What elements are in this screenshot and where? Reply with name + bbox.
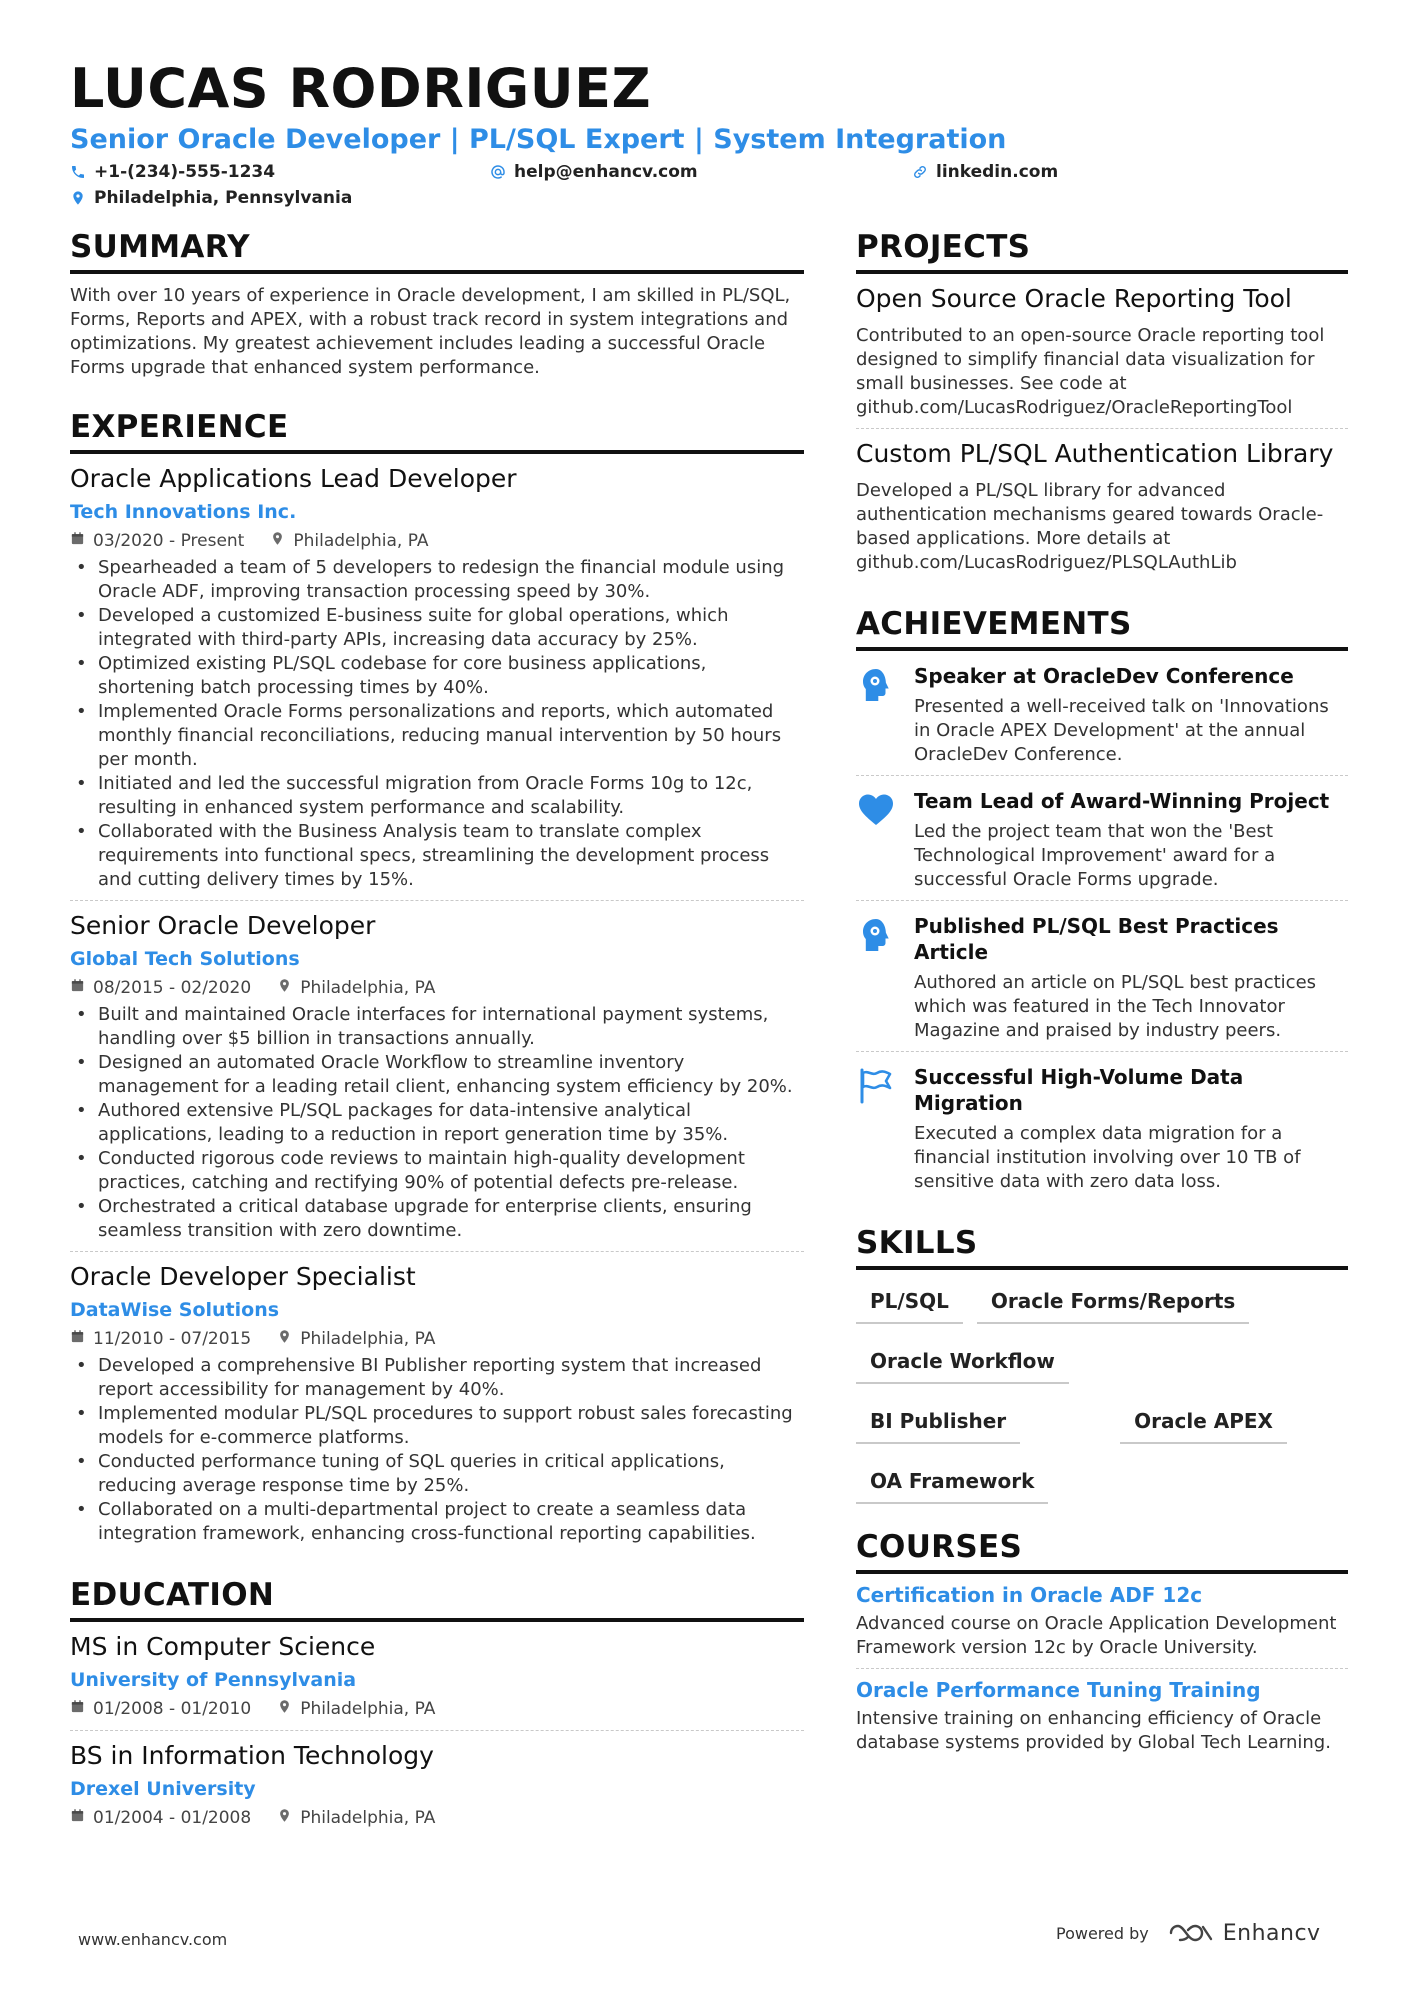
company-name: Tech Innovations Inc.: [70, 501, 297, 523]
course-title: Certification in Oracle ADF 12c: [856, 1583, 1203, 1607]
location-pin-icon: [277, 1805, 292, 1831]
job-location: Philadelphia, PA: [300, 1329, 436, 1349]
bullet-item: • Implemented Oracle Forms personalizations and reports, which automated monthly financial reconciliations, reducing manual intervention by 50 hours per month.: [70, 700, 804, 772]
education-meta: [70, 1805, 804, 1831]
course-entry: [856, 1669, 1348, 1763]
candidate-headline: Senior Oracle Developer | PL/SQL Expert | System Integration: [70, 124, 1007, 155]
job-meta: [70, 975, 804, 1001]
experience-entry: [70, 1252, 804, 1554]
contact-linkedin: [912, 162, 1058, 182]
enhancv-logo[interactable]: [1167, 1920, 1321, 1946]
school-name: University of Pennsylvania: [70, 1669, 357, 1691]
skill-tag: OA Framework: [856, 1462, 1048, 1504]
contact-phone: [70, 162, 275, 182]
education-dates: 01/2004 - 01/2008: [93, 1808, 252, 1828]
course-title: Oracle Performance Tuning Training: [856, 1678, 1261, 1702]
skills-list: [856, 1270, 1348, 1522]
course-description: Intensive training on enhancing efficiency of Oracle database systems provided by Global Tech Learning.: [856, 1708, 1331, 1753]
projects-title: PROJECTS: [856, 228, 1348, 274]
bullet-item: • Developed a comprehensive BI Publisher reporting system that increased report accessibility for management by 40%.: [70, 1354, 804, 1402]
bullet-item: • Designed an automated Oracle Workflow to streamline inventory management for a leading retail client, enhancing system efficiency by 20%.: [70, 1051, 804, 1099]
skills-section: [856, 1224, 1348, 1522]
education-section: [70, 1576, 804, 1839]
project-entry: [856, 429, 1348, 583]
achievement-description: Led the project team that won the 'Best Technological Improvement' award for a successful Oracle Forms upgrade.: [914, 821, 1276, 890]
email-link[interactable]: help@enhancv.com: [514, 162, 698, 182]
calendar-icon: [70, 1805, 85, 1831]
candidate-name: LUCAS RODRIGUEZ: [70, 57, 652, 120]
enhancv-logo-icon: [1167, 1920, 1215, 1946]
linkedin-link[interactable]: linkedin.com: [936, 162, 1059, 182]
skill-tag: Oracle APEX: [1120, 1402, 1287, 1444]
bullet-item: • Collaborated on a multi-departmental project to create a seamless data integration framework, enhancing cross-functional reporting capabilities.: [70, 1498, 804, 1546]
course-entry: [856, 1574, 1348, 1669]
degree-title: MS in Computer Science: [70, 1632, 376, 1661]
achievement-entry: [856, 776, 1348, 901]
bullet-item: • Initiated and led the successful migration from Oracle Forms 10g to 12c, resulting in enhanced system performance and scalability.: [70, 772, 804, 820]
job-location: Philadelphia, PA: [293, 531, 429, 551]
courses-title: COURSES: [856, 1528, 1348, 1574]
contact-row-2: [70, 188, 1350, 214]
education-location: Philadelphia, PA: [300, 1699, 436, 1719]
calendar-icon: [70, 528, 85, 554]
bullet-item: • Authored extensive PL/SQL packages for data-intensive analytical applications, leading to a reduction in report generation time by 35%.: [70, 1099, 804, 1147]
achievement-description: Executed a complex data migration for a financial institution involving over 10 TB of sensitive data with zero data loss.: [914, 1123, 1301, 1192]
course-description: Advanced course on Oracle Application Development Framework version 12c by Oracle University.: [856, 1613, 1337, 1658]
job-dates: 11/2010 - 07/2015: [93, 1329, 252, 1349]
skill-tag: PL/SQL: [856, 1282, 963, 1324]
job-bullets: [70, 1354, 804, 1546]
location-text: Philadelphia, Pennsylvania: [94, 188, 353, 208]
education-location: Philadelphia, PA: [300, 1808, 436, 1828]
job-bullets: [70, 556, 804, 892]
courses-section: [856, 1528, 1348, 1763]
flag-icon: [856, 1064, 914, 1194]
location-pin-icon: [277, 975, 292, 1001]
job-meta: [70, 528, 804, 554]
head-icon: [856, 663, 914, 767]
job-meta: [70, 1326, 804, 1352]
job-title: Oracle Developer Specialist: [70, 1262, 416, 1291]
experience-title: EXPERIENCE: [70, 408, 804, 454]
bullet-item: • Conducted performance tuning of SQL queries in critical applications, reducing average response time by 25%.: [70, 1450, 804, 1498]
heart-icon: [856, 788, 914, 892]
location-pin-icon: [277, 1326, 292, 1352]
contact-row: [70, 162, 1350, 188]
location-pin-icon: [277, 1696, 292, 1722]
school-name: Drexel University: [70, 1778, 256, 1800]
bullet-item: • Orchestrated a critical database upgrade for enterprise clients, ensuring seamless transition with zero downtime.: [70, 1195, 804, 1243]
project-title: Open Source Oracle Reporting Tool: [856, 284, 1292, 313]
location-pin-icon: [270, 528, 285, 554]
job-dates: 03/2020 - Present: [93, 531, 245, 551]
achievement-description: Authored an article on PL/SQL best practices which was featured in the Tech Innovator Magazine and praised by industry peers.: [914, 972, 1317, 1041]
phone-text: +1-(234)-555-1234: [94, 162, 276, 182]
calendar-icon: [70, 975, 85, 1001]
job-bullets: [70, 1003, 804, 1243]
at-icon: [490, 164, 506, 180]
achievement-title: Published PL/SQL Best Practices Article: [914, 914, 1279, 964]
summary-title: SUMMARY: [70, 228, 804, 274]
right-column: [856, 228, 1348, 1785]
achievements-title: ACHIEVEMENTS: [856, 605, 1348, 651]
experience-section: [70, 408, 804, 1554]
bullet-item: • Collaborated with the Business Analysis team to translate complex requirements into functional specs, streamlining the development process and cutting delivery times by 15%.: [70, 820, 804, 892]
company-name: Global Tech Solutions: [70, 948, 300, 970]
left-column: [70, 228, 804, 1861]
project-description: Developed a PL/SQL library for advanced authentication mechanisms geared towards Oracle-based applications. More details at github.com/LucasRodriguez/PLSQLAuthLib: [856, 480, 1324, 573]
footer-branding: [1056, 1920, 1321, 1946]
skills-title: SKILLS: [856, 1224, 1348, 1270]
job-location: Philadelphia, PA: [300, 978, 436, 998]
job-title: Senior Oracle Developer: [70, 911, 376, 940]
calendar-icon: [70, 1696, 85, 1722]
company-name: DataWise Solutions: [70, 1299, 280, 1321]
footer-website[interactable]: www.enhancv.com: [78, 1930, 228, 1949]
resume-header: [70, 56, 1350, 214]
education-meta: [70, 1696, 804, 1722]
project-description: Contributed to an open-source Oracle reporting tool designed to simplify financial data visualization for small businesses. See code at github.com/LucasRodriguez/OracleReportingTool: [856, 325, 1325, 418]
achievement-title: Team Lead of Award-Winning Project: [914, 789, 1330, 813]
degree-title: BS in Information Technology: [70, 1741, 434, 1770]
head-icon: [856, 913, 914, 1043]
achievement-entry: [856, 1052, 1348, 1202]
bullet-item: • Spearheaded a team of 5 developers to redesign the financial module using Oracle ADF, improving transaction processing speed by 30%.: [70, 556, 804, 604]
summary-text: With over 10 years of experience in Oracle development, I am skilled in PL/SQL, Forms, Reports and APEX, with a robust track record in system integrations and optimizations. My greatest achievement includes leading a successful Oracle Forms upgrade that enhanced system performance.: [70, 285, 791, 378]
contact-location: [70, 188, 352, 208]
enhancv-logo-text: Enhancv: [1222, 1920, 1321, 1946]
achievement-entry: [856, 651, 1348, 776]
bullet-item: • Built and maintained Oracle interfaces for international payment systems, handling over $5 billion in transactions annually.: [70, 1003, 804, 1051]
calendar-icon: [70, 1326, 85, 1352]
phone-icon: [70, 164, 86, 180]
experience-entry: [70, 901, 804, 1252]
education-entry: [70, 1622, 804, 1731]
job-dates: 08/2015 - 02/2020: [93, 978, 252, 998]
education-entry: [70, 1731, 804, 1839]
projects-section: [856, 228, 1348, 583]
bullet-item: • Optimized existing PL/SQL codebase for core business applications, shortening batch processing times by 40%.: [70, 652, 804, 700]
education-title: EDUCATION: [70, 1576, 804, 1622]
powered-by-text: Powered by: [1056, 1923, 1149, 1943]
achievements-section: [856, 605, 1348, 1202]
bullet-item: • Implemented modular PL/SQL procedures to support robust sales forecasting models for e-commerce platforms.: [70, 1402, 804, 1450]
skill-tag: Oracle Forms/Reports: [977, 1282, 1249, 1324]
job-title: Oracle Applications Lead Developer: [70, 464, 517, 493]
location-pin-icon: [70, 190, 86, 206]
skill-tag: Oracle Workflow: [856, 1342, 1069, 1384]
contact-email: [490, 162, 698, 182]
skill-tag: BI Publisher: [856, 1402, 1020, 1444]
achievement-title: Speaker at OracleDev Conference: [914, 664, 1294, 688]
bullet-item: • Developed a customized E-business suite for global operations, which integrated with third-party APIs, increasing data accuracy by 25%.: [70, 604, 804, 652]
experience-entry: [70, 454, 804, 901]
link-icon: [912, 164, 928, 180]
achievement-title: Successful High-Volume Data Migration: [914, 1065, 1244, 1115]
education-dates: 01/2008 - 01/2010: [93, 1699, 252, 1719]
project-entry: [856, 274, 1348, 429]
summary-section: [70, 228, 804, 380]
achievement-entry: [856, 901, 1348, 1052]
bullet-item: • Conducted rigorous code reviews to maintain high-quality development practices, catching and rectifying 90% of potential defects pre-release.: [70, 1147, 804, 1195]
project-title: Custom PL/SQL Authentication Library: [856, 439, 1334, 468]
achievement-description: Presented a well-received talk on 'Innovations in Oracle APEX Development' at the annual OracleDev Conference.: [914, 696, 1329, 765]
